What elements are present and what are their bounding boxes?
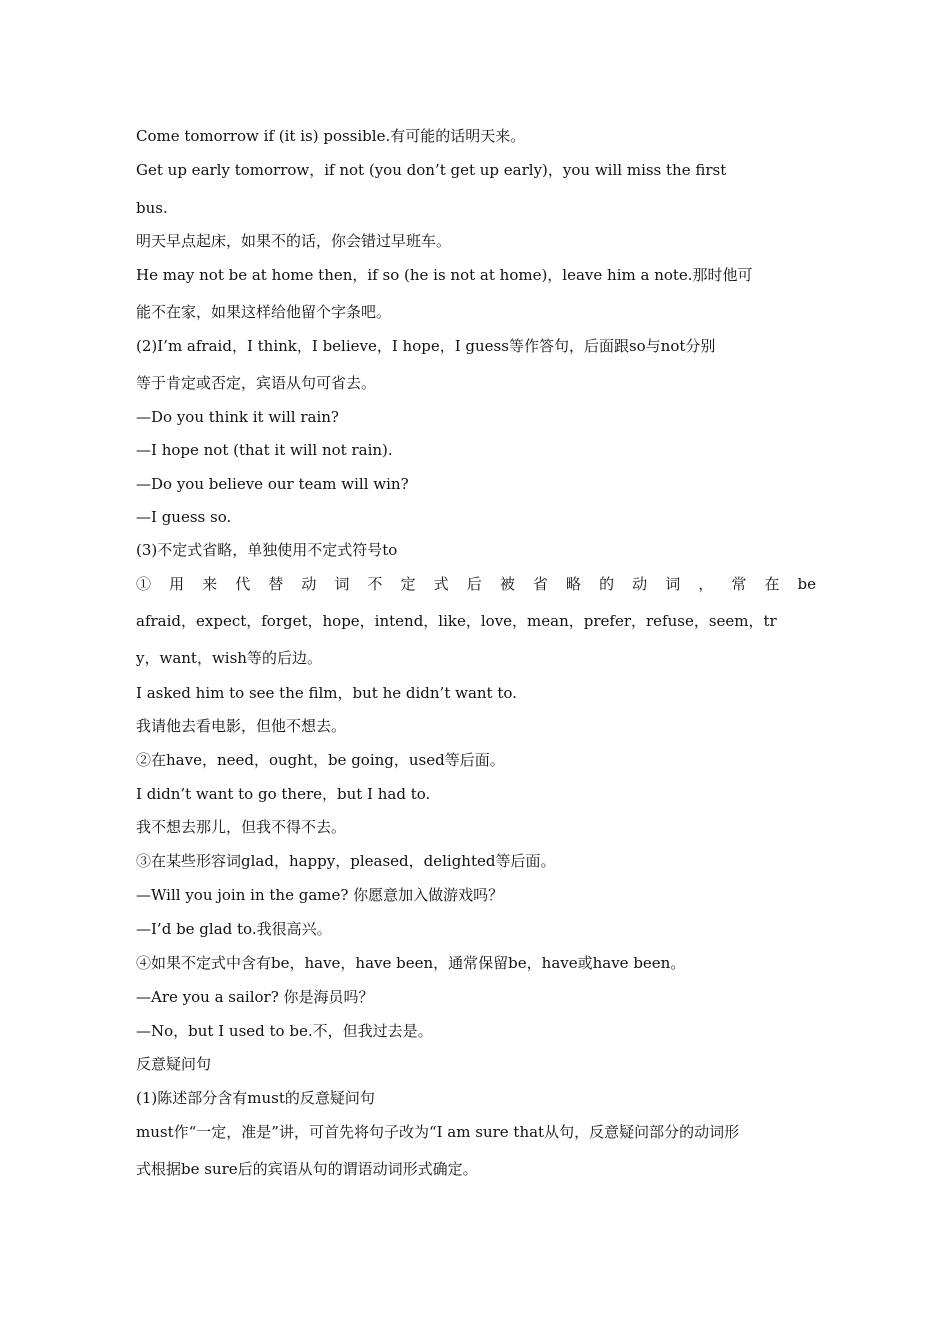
- text-line: 我不想去那儿，但我不得不去。: [136, 818, 347, 836]
- text-line: (3)不定式省略，单独使用不定式符号to: [136, 541, 398, 559]
- text-line: ④如果不定式中含有be，have，have been，通常保留be，have或have been。: [136, 954, 686, 972]
- text-line: —I hope not (that it will not rain).: [136, 441, 393, 459]
- text-line: —Do you think it will rain?: [136, 408, 339, 426]
- text-line: 能不在家，如果这样给他留个字条吧。: [136, 303, 392, 321]
- section-heading: 反意疑问句: [136, 1055, 212, 1073]
- text-line: —I’d be glad to.我很高兴。: [136, 920, 332, 938]
- text-line: Come tomorrow if (it is) possible.有可能的话明天来。: [136, 127, 526, 145]
- text-line: —No，but I used to be.不，但我过去是。: [136, 1022, 433, 1040]
- text-line: Get up early tomorrow，if not (you don’t get up early)，you will miss the first: [136, 161, 727, 179]
- text-line: y，want，wish等的后边。: [136, 649, 322, 667]
- text-line: I didn’t want to go there，but I had to.: [136, 785, 431, 803]
- text-line: —Are you a sailor? 你是海员吗？: [136, 988, 374, 1006]
- text-line: 式根据be sure后的宾语从句的谓语动词形式确定。: [136, 1160, 478, 1178]
- text-line: 等于肯定或否定，宾语从句可省去。: [136, 374, 377, 392]
- text-line: 明天早点起床，如果不的话，你会错过早班车。: [136, 232, 452, 250]
- text-line: I asked him to see the film，but he didn’t want to.: [136, 684, 517, 702]
- text-line: afraid，expect，forget，hope，intend，like，love，mean，prefer，refuse，seem，tr: [136, 612, 777, 630]
- text-line: —Will you join in the game? 你愿意加入做游戏吗？: [136, 886, 504, 904]
- text-line: ① 用 来 代 替 动 词 不 定 式 后 被 省 略 的 动 词 ， 常 在 be: [136, 575, 816, 593]
- document-body: [136, 122, 816, 1180]
- text-line: (1)陈述部分含有must的反意疑问句: [136, 1089, 375, 1107]
- text-line: 我请他去看电影，但他不想去。: [136, 717, 347, 735]
- text-line: ③在某些形容词glad，happy，pleased，delighted等后面。: [136, 852, 556, 870]
- text-line: bus.: [136, 199, 168, 217]
- text-line: must作“一定，准是”讲，可首先将句子改为“I am sure that从句，反意疑问部分的动词形: [136, 1123, 740, 1141]
- text-line: —Do you believe our team will win?: [136, 475, 409, 493]
- text-line: ②在have，need，ought，be going，used等后面。: [136, 751, 505, 769]
- text-line: —I guess so.: [136, 508, 232, 526]
- text-line: (2)I’m afraid，I think，I believe，I hope，I guess等作答句，后面跟so与not分别: [136, 337, 716, 355]
- text-line: He may not be at home then，if so (he is not at home)，leave him a note.那时他可: [136, 266, 753, 284]
